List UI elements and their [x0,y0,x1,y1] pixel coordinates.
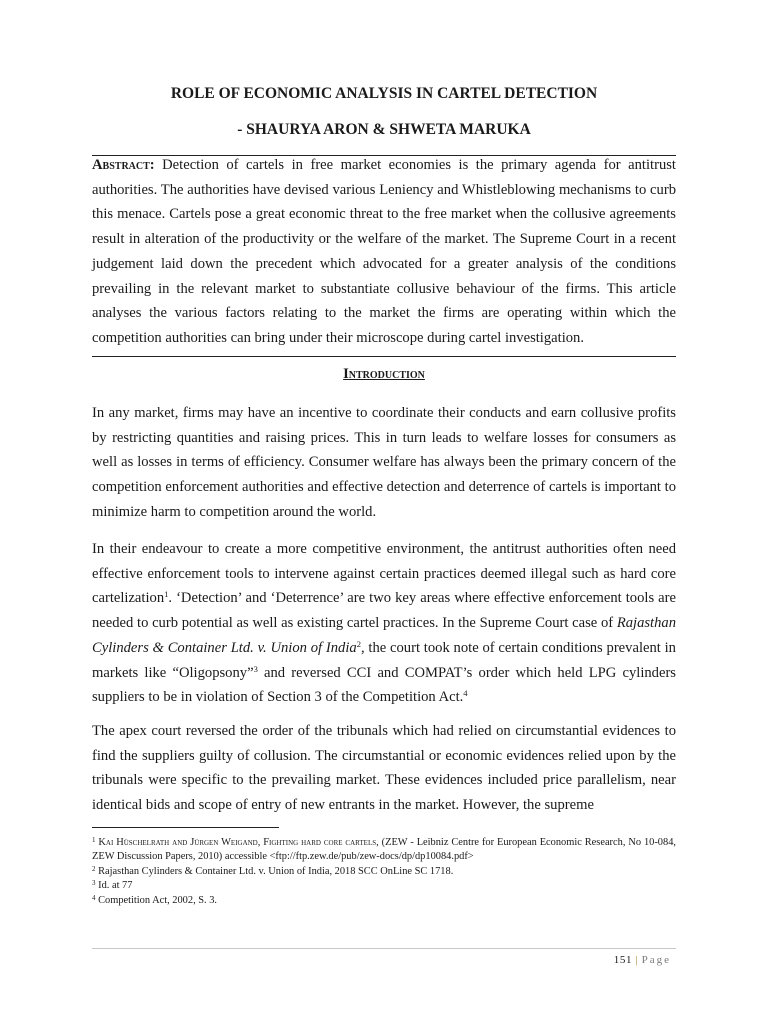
para2-text-c: , the court took note of certain conditions prevalent in markets like “Oligopsony” [92,639,676,681]
footer-rule [92,948,676,949]
footnote-ref-4[interactable]: 4 [463,688,468,699]
body-paragraph-2 [92,537,676,710]
footnote-1-authors: Kai Hüschelrath and Jürgen Weigand, Fighting hard core cartels [98,837,377,848]
para2-text-a: In their endeavour to create a more competitive environment, the antitrust authorities often need effective enforcement tools to intervene against certain practices deemed illegal such as hard core cartelization [92,541,676,607]
paper-authors: - SHAURYA ARON & SHWETA MARUKA [237,121,531,138]
paper-title: ROLE OF ECONOMIC ANALYSIS IN CARTEL DETECTION [170,85,598,102]
page-number: 151 [613,954,633,966]
para2-text-b: . ‘Detection’ and ‘Deterrence’ are two key areas where effective enforcement tools are needed to curb potential as well as existing cartel practices. In the Supreme Court case of [92,590,676,632]
body-paragraph-1: In any market, firms may have an incentive to coordinate their conducts and earn collusive profits by restricting quantities and raising prices. This in turn leads to welfare losses for consumers as well as losses in terms of efficiency. Consumer welfare has always been the primary concern of the competition enforcement authorities and effective detection and deterrence of cartels is important to minimize harm to competition around the world. [92,405,676,520]
abstract-paragraph [92,153,676,351]
footnote-2-number: 2 [92,864,96,873]
para2-text-d: and reversed CCI and COMPAT’s order which held LPG cylinders suppliers to be in violation of Section 3 of the Competition Act. [92,664,676,706]
footnote-ref-1[interactable]: 1 [164,589,169,600]
page-separator: | [635,954,639,966]
section-heading [92,366,676,383]
footnote-4-text: Competition Act, 2002, S. 3. [98,894,218,906]
footnote-2-text: Rajasthan Cylinders & Container Ltd. v. Union of India, 2018 SCC OnLine SC 1718. [98,865,454,877]
abstract-label: Abstract: [92,157,155,173]
footnote-separator [92,827,279,828]
abstract-text: Detection of cartels in free market economies is the primary agenda for antitrust authorities. The authorities have devised various Leniency and Whistleblowing mechanisms to curb this menace. Cartels pose a great economic threat to the free market when the collusive agreements result in alteration of the productivity or the welfare of the market. The Supreme Court in a recent judgement laid down the precedent which advocated for a greater analysis of the conditions prevailing in the relevant market to substantiate collusive behaviour of the firms. This article analyses the various factors relating to the market the firms are operating within which the competition authorities can bring under their microscope during cartel investigation. [92,157,676,346]
footnote-ref-2[interactable]: 2 [356,638,361,649]
footnotes [92,836,676,908]
footnote-2 [92,865,676,879]
footnote-1 [92,836,676,865]
footnote-3-text: Id. at 77 [98,880,133,892]
page-footer [614,954,671,966]
footnote-ref-3[interactable]: 3 [253,663,258,674]
footnote-1-number: 1 [92,836,96,844]
page-label: Page [641,954,671,966]
section-heading-text: Introduction [343,366,425,382]
footnote-3-number: 3 [92,879,96,888]
footnote-3 [92,879,676,893]
abstract-bottom-rule [92,356,676,357]
footnote-1-text: , (ZEW - Leibniz Centre for European Economic Research, No 10-084, ZEW Discussion Papers, 2010) accessible <ftp://ftp.zew.de/pub/zew-docs/dp/dp10084.pdf> [92,837,676,863]
case-name: Rajasthan Cylinders & Container Ltd. v. Union of India [92,615,676,656]
footnote-4 [92,894,676,908]
body-paragraph-3: The apex court reversed the order of the tribunals which had relied on circumstantial evidences to find the suppliers guilty of collusion. The circumstantial or economic evidences relied upon by the tribunals were specific to the prevailing market. These evidences included price parallelism, near identical bids and scope of entry of new entrants in the market. However, the supreme [92,723,676,814]
footnote-4-number: 4 [92,893,96,902]
